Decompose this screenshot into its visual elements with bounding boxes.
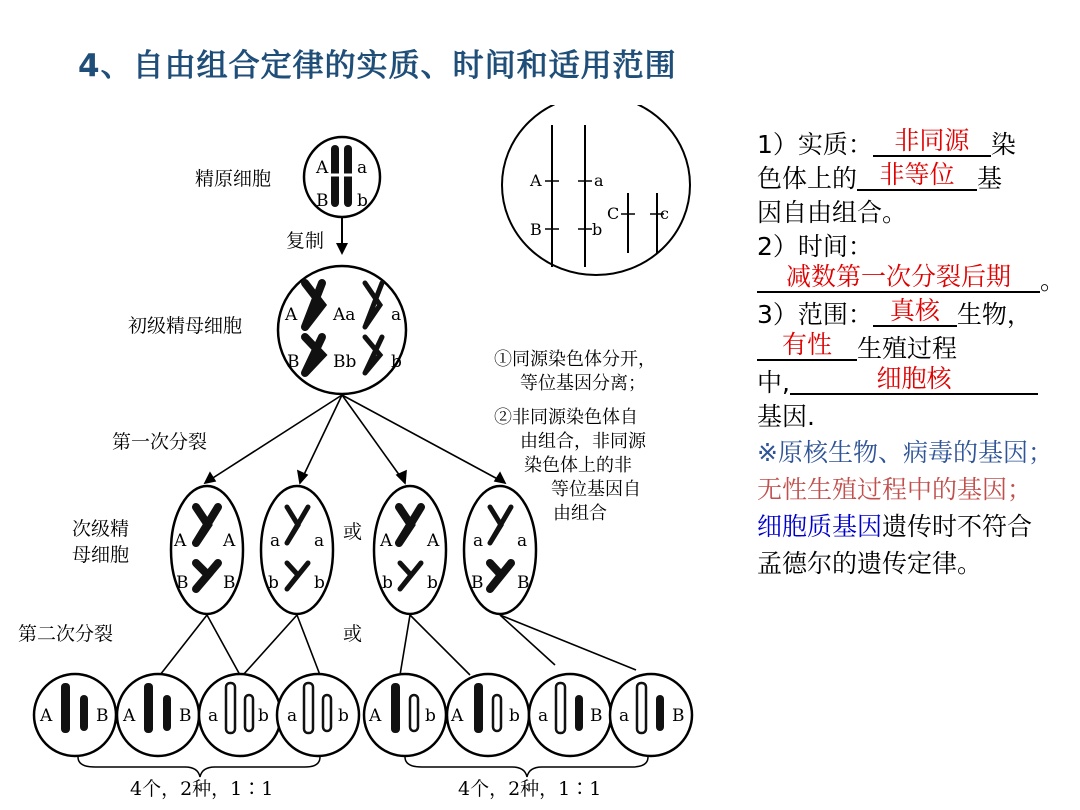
- svg-text:Aa: Aa: [333, 305, 356, 325]
- blank-nonallelic: 非等位: [857, 162, 977, 191]
- svg-text:b: b: [427, 573, 438, 593]
- svg-text:等位基因分离；: 等位基因分离；: [520, 373, 646, 394]
- svg-text:B: B: [176, 573, 189, 593]
- result-left: 4个，2种，1∶1: [130, 778, 274, 800]
- label-secondary-spermatocyte-2: 母细胞: [72, 544, 130, 566]
- svg-text:Bb: Bb: [333, 352, 357, 372]
- line-scope: 3）范围： 真核 生物，: [757, 296, 1032, 329]
- primary-spermatocyte-cell: [278, 266, 406, 394]
- line-time: 2）时间：: [757, 232, 873, 261]
- result-right: 4个，2种，1∶1: [458, 778, 602, 800]
- svg-text:A: A: [427, 531, 440, 551]
- label-replication: 复制: [286, 230, 325, 252]
- svg-text:b: b: [258, 706, 269, 726]
- svg-text:a: a: [538, 706, 549, 726]
- chromosome-circle: [502, 105, 690, 275]
- svg-text:A: A: [285, 305, 298, 325]
- svg-text:b: b: [592, 220, 603, 239]
- label-first-division: 第一次分裂: [112, 431, 208, 453]
- gene-A-1: A: [316, 158, 329, 178]
- label-secondary-spermatocyte-1: 次级精: [72, 518, 130, 540]
- svg-text:a: a: [270, 531, 281, 551]
- label-primary-spermatocyte: 初级精母细胞: [128, 315, 243, 337]
- gene-a-1: a: [357, 158, 368, 178]
- svg-text:B: B: [590, 706, 603, 726]
- svg-text:B: B: [530, 220, 542, 239]
- svg-text:A: A: [223, 531, 236, 551]
- svg-text:B: B: [471, 573, 484, 593]
- line-essence: 1）实质： 非同源 染: [757, 126, 1016, 159]
- label-spermatogonium: 精原细胞: [195, 168, 272, 190]
- svg-text:由组合: 由组合: [553, 503, 607, 524]
- svg-text:b: b: [509, 706, 520, 726]
- label-second-division: 第二次分裂: [18, 623, 114, 645]
- svg-text:a: a: [391, 305, 402, 325]
- blank-time: 减数第一次分裂后期: [757, 264, 1040, 293]
- blank-eukaryote: 真核: [873, 298, 957, 327]
- svg-text:a: a: [314, 531, 325, 551]
- gene-b-1: b: [357, 191, 368, 211]
- svg-text:由组合，非同源: 由组合，非同源: [520, 431, 646, 452]
- secondary-spermatocytes: [171, 486, 536, 614]
- label-or-1: 或: [343, 521, 363, 543]
- blank-essence: 非同源: [873, 128, 991, 157]
- svg-text:A: A: [530, 171, 542, 190]
- svg-text:A: A: [40, 706, 53, 726]
- exception-note: ※原核生物、病毒的基因；无性生殖过程中的基因；细胞质基因遗传时不符合孟德尔的遗传定律。: [757, 438, 1053, 578]
- svg-text:染色体上的非: 染色体上的非: [524, 455, 632, 476]
- svg-text:①同源染色体分开，: ①同源染色体分开，: [494, 349, 656, 370]
- gametes: [34, 674, 692, 756]
- svg-text:b: b: [391, 352, 402, 372]
- blank-sexual: 有性: [757, 332, 857, 361]
- svg-text:a: a: [208, 706, 219, 726]
- svg-text:A: A: [380, 531, 393, 551]
- svg-text:A: A: [369, 706, 382, 726]
- blank-nucleus: 细胞核: [790, 366, 1038, 395]
- page-title: 4、自由组合定律的实质、时间和适用范围: [78, 48, 677, 84]
- svg-text:a: a: [517, 531, 528, 551]
- svg-text:A: A: [451, 706, 464, 726]
- svg-text:a: a: [619, 706, 630, 726]
- meiosis-diagram: [0, 105, 740, 805]
- svg-text:a: a: [287, 706, 298, 726]
- svg-text:A: A: [174, 531, 187, 551]
- svg-text:a: a: [594, 171, 604, 190]
- svg-text:b: b: [425, 706, 436, 726]
- svg-text:c: c: [660, 204, 669, 223]
- svg-text:b: b: [268, 573, 279, 593]
- svg-text:C: C: [607, 204, 620, 223]
- svg-text:B: B: [223, 573, 236, 593]
- gene-B-1: B: [316, 191, 329, 211]
- summary-panel: 1）实质： 非同源 染 色体上的 非等位 基 因自由组合。 2）时间： 减数第一次分裂后期 。 3）范围： 真核 生物， 有性 生殖过程 中, 细胞核 基因. ※原核生物、病毒的基因；无性生殖过程中的基因；细胞质基因遗传时不符合孟德尔的遗传定律。: [757, 128, 1057, 582]
- svg-text:b: b: [314, 573, 325, 593]
- svg-text:B: B: [287, 352, 300, 372]
- svg-text:B: B: [672, 706, 685, 726]
- svg-text:b: b: [382, 573, 393, 593]
- svg-text:A: A: [123, 706, 136, 726]
- svg-text:等位基因自: 等位基因自: [551, 479, 641, 500]
- svg-text:a: a: [473, 531, 484, 551]
- svg-text:②非同源染色体自: ②非同源染色体自: [494, 407, 638, 428]
- svg-text:B: B: [96, 706, 109, 726]
- svg-text:B: B: [179, 706, 192, 726]
- spermatogonium-cell: [304, 137, 380, 217]
- label-or-2: 或: [343, 623, 363, 645]
- svg-text:b: b: [338, 706, 349, 726]
- svg-text:B: B: [517, 573, 530, 593]
